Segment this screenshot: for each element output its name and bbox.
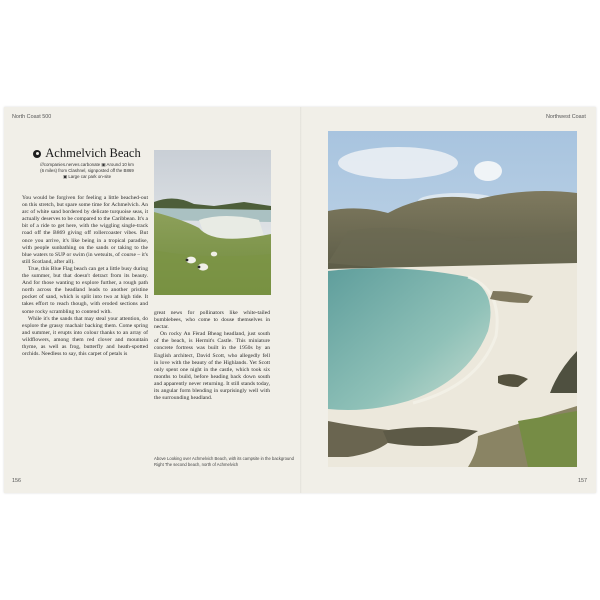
paragraph: While it's the sands that may steal your attention, do explore the grassy machair backing them. Come spring and summer, it erupts into colour thanks to an array of wildflowers, among them red clover and mountain thyme, as well as frog, butterfly and heath-spotted orchids. Needless to say, this carpet of petals is: [22, 315, 148, 358]
running-head-left: North Coast 500: [12, 114, 52, 120]
body-column-2: [154, 310, 270, 450]
paragraph: great news for pollinators like white-tailed bumblebees, who come to douse themselves in nectar.: [154, 310, 270, 331]
body-column-1: [22, 195, 148, 449]
section-heading: [26, 146, 148, 161]
photo-achmelvich-beach: [328, 131, 577, 467]
location-meta: [28, 162, 146, 180]
folio-right: 157: [578, 478, 587, 484]
paragraph: True, this Blue Flag beach can get a little busy during the summer, but that doesn't detract from its beauty. And for those wanting to explore further, a rough path north across the headland leads to another pristine pocket of sand, which is split into two at high tide. It takes effort to reach though, with eroded sections and some rocky scrambling to contend with.: [22, 265, 148, 315]
caption-above: Above Looking over Achmelvich Beach, with its campsite in the background: [154, 456, 294, 461]
photo-machair-sheep: [154, 150, 271, 295]
meta-line: (6 miles) from Clashnel, signposted off the B869: [40, 168, 134, 173]
meta-line: ///companies.nerves.carbonate ▣ Around 10 km: [40, 162, 134, 167]
paragraph: On rocky An Fèrad Bheag headland, just south of the beach, is Hermit's Castle. This miniature concrete fortress was built in the 1950s by an English architect, David Scott, who allegedly fell in love with the beauty of the Highlands. Yet Scott only spent one night in the castle, which took six months to build, before heading back down south and apparently never returning. It still stands today, its angular form blending in surprisingly well with the surrounding headland.: [154, 331, 270, 402]
meta-line: ▣ Large car park on-site: [62, 174, 112, 179]
gutter: [300, 107, 302, 493]
caption-right: Right The second beach, north of Achmelvich: [154, 461, 239, 467]
photo-captions: [154, 456, 294, 467]
folio-left: 156: [12, 478, 21, 484]
section-title: Achmelvich Beach: [45, 146, 141, 160]
location-pin-icon: [33, 150, 41, 158]
paragraph: You would be forgiven for feeling a little beached-out on this stretch, but spare some time for Achmelvich. An arc of white sand bordered by delicate turquoise seas, it actually deserves to be compared to the Caribbean. It's a bit of a ride to get here, with the wiggling single-track road off the B869 giving off rollercoaster vibes. But once you arrive, it's like being in a tropical paradise, with people sunbathing on the sands or taking to the blue waters to SUP or swim (in wetsuits, of course – it's still Scotland, after all).: [22, 195, 148, 265]
running-head-right: Northwest Coast: [546, 114, 586, 120]
